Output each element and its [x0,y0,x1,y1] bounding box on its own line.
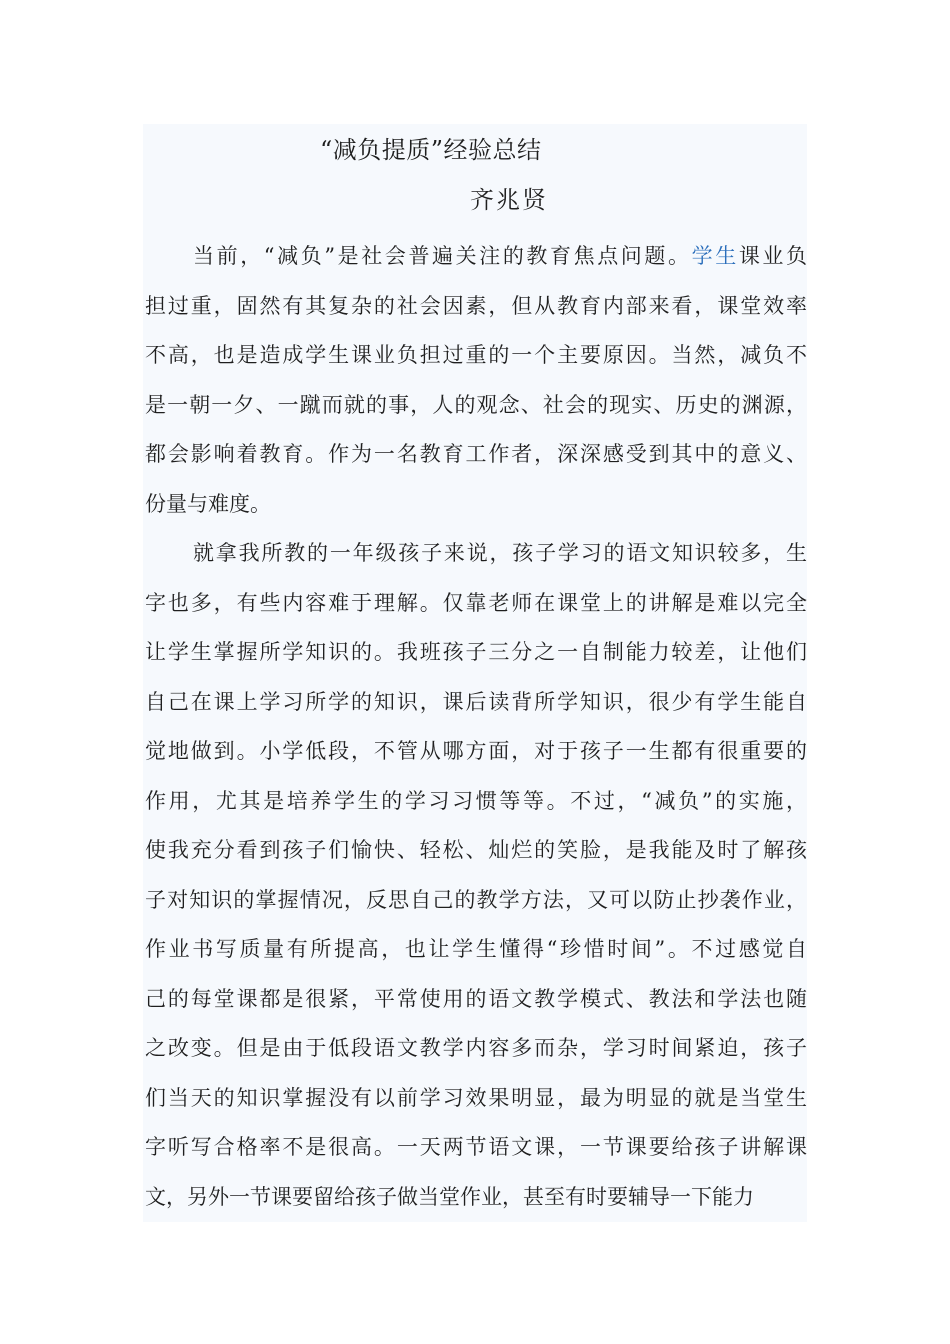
paragraph-2-line [145,925,807,975]
paragraph-text: 当前，“减负”是社会普遍关注的教育焦点问题。 [193,244,692,268]
paragraph-text: 文，另外一节课要留给孩子做当堂作业，甚至有时要辅导一下能力 [145,1184,754,1209]
paragraph-1-line [145,331,807,381]
document-body [145,232,807,1222]
paragraph-2-line [145,727,807,777]
paragraph-2-line [145,975,807,1025]
paragraph-1-line [145,282,807,332]
paragraph-text: 字听写合格率不是很高。一天两节语文课，一节课要给孩子讲解课 [145,1135,807,1159]
paragraph-text: 字也多，有些内容难于理解。仅靠老师在课堂上的讲解是难以完全 [145,590,807,615]
paragraph-text: 子对知识的掌握情况，反思自己的教学方法，又可以防止抄袭作业， [145,887,807,912]
paragraph-text: 己的每堂课都是很紧，平常使用的语文教学模式、教法和学法也随 [145,986,807,1011]
document-page [143,124,807,1222]
paragraph-1-line [145,430,807,480]
paragraph-2-line [145,1123,807,1173]
paragraph-text: 觉地做到。小学低段，不管从哪方面，对于孩子一生都有很重要的 [145,739,807,763]
paragraph-text: 就拿我所教的一年级孩子来说，孩子学习的语文知识较多，生 [193,541,807,565]
paragraph-1-line [145,232,807,282]
paragraph-text: 自己在课上学习所学的知识，课后读背所学知识，很少有学生能自 [145,689,807,714]
paragraph-2-line [145,826,807,876]
paragraph-text: 作业书写质量有所提高，也让学生懂得“珍惜时间”。不过感觉自 [145,937,807,961]
paragraph-2-line [145,1074,807,1124]
paragraph-text: 担过重，固然有其复杂的社会因素，但从教育内部来看，课堂效率 [145,293,807,318]
paragraph-text: 们当天的知识掌握没有以前学习效果明显，最为明显的就是当堂生 [145,1085,807,1110]
paragraph-text: 之改变。但是由于低段语文教学内容多而杂，学习时间紧迫，孩子 [145,1036,807,1060]
paragraph-text: 是一朝一夕、一蹴而就的事，人的观念、社会的现实、历史的渊源， [145,392,807,417]
paragraph-2-line [145,678,807,728]
paragraph-2-line [145,579,807,629]
document-author: 齐兆贤 [470,186,548,214]
paragraph-1-line [145,381,807,431]
paragraph-text: 作用，尤其是培养学生的学习习惯等等。不过，“减负”的实施， [145,788,807,813]
paragraph-text: 份量与难度。 [145,491,271,516]
paragraph-2-line [145,529,807,579]
paragraph-2-line [145,876,807,926]
paragraph-text: 课业负 [738,244,807,268]
paragraph-2-line [145,1024,807,1074]
paragraph-text: 让学生掌握所学知识的。我班孩子三分之一自制能力较差，让他们 [145,640,807,664]
paragraph-2-line [145,777,807,827]
keyword-link[interactable]: 学生 [691,244,739,268]
document-title: “减负提质”经验总结 [320,136,542,164]
paragraph-2-line [145,628,807,678]
paragraph-text: 都会影响着教育。作为一名教育工作者，深深感受到其中的意义、 [145,442,807,466]
paragraph-text: 不高，也是造成学生课业负担过重的一个主要原因。当然，减负不 [145,343,807,367]
paragraph-1-line [145,480,807,530]
paragraph-text: 使我充分看到孩子们愉快、轻松、灿烂的笑脸，是我能及时了解孩 [145,838,807,862]
paragraph-2-line [145,1173,807,1223]
